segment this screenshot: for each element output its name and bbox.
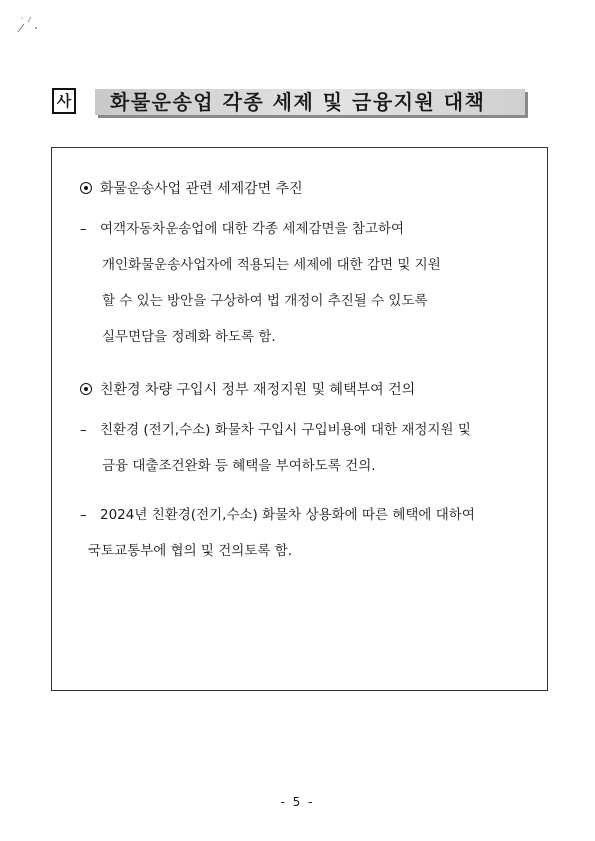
paragraph-line <box>80 219 404 239</box>
bullseye-icon <box>80 182 92 194</box>
bullseye-icon <box>80 383 92 395</box>
paragraph-text: 할 수 있는 방안을 구상하여 법 개정이 추진될 수 있도록 <box>102 293 428 309</box>
paragraph-text: 친환경 (전기,수소) 화물차 구입시 구입비용에 대한 재정지원 및 <box>100 422 471 438</box>
dash-marker: – <box>80 422 87 438</box>
paragraph-text: 개인화물운송사업자에 적용되는 세제에 대한 감면 및 지원 <box>102 257 441 273</box>
paragraph-text: 여객자동차운송업에 대한 각종 세제감면을 참고하여 <box>100 221 405 237</box>
dash-marker: – <box>80 507 87 523</box>
section-marker-label: 사 <box>56 91 72 110</box>
dash-marker: – <box>80 221 87 237</box>
paragraph-text: 금융 대출조건완화 등 혜택을 부여하도록 건의. <box>102 458 376 474</box>
item-heading <box>80 380 415 400</box>
item-heading <box>80 179 303 199</box>
section-title: 화물운송업 각종 세제 및 금융지원 대책 <box>110 90 486 114</box>
paragraph-line <box>80 505 475 525</box>
item-heading-text: 화물운송사업 관련 세제감면 추진 <box>100 181 303 197</box>
paragraph-text: 2024년 친환경(전기,수소) 화물차 상용화에 따른 혜택에 대하여 <box>100 507 475 523</box>
page-number: - 5 - <box>280 795 315 809</box>
item-heading-text: 친환경 차량 구입시 정부 재정지원 및 혜택부여 건의 <box>100 382 416 398</box>
section-marker <box>52 88 76 114</box>
paragraph-text: 국토교통부에 협의 및 건의토록 함. <box>88 543 293 559</box>
scan-mark-icon <box>16 14 42 36</box>
paragraph-line <box>80 420 471 440</box>
paragraph-text: 실무면담을 정례화 하도록 함. <box>102 329 276 345</box>
